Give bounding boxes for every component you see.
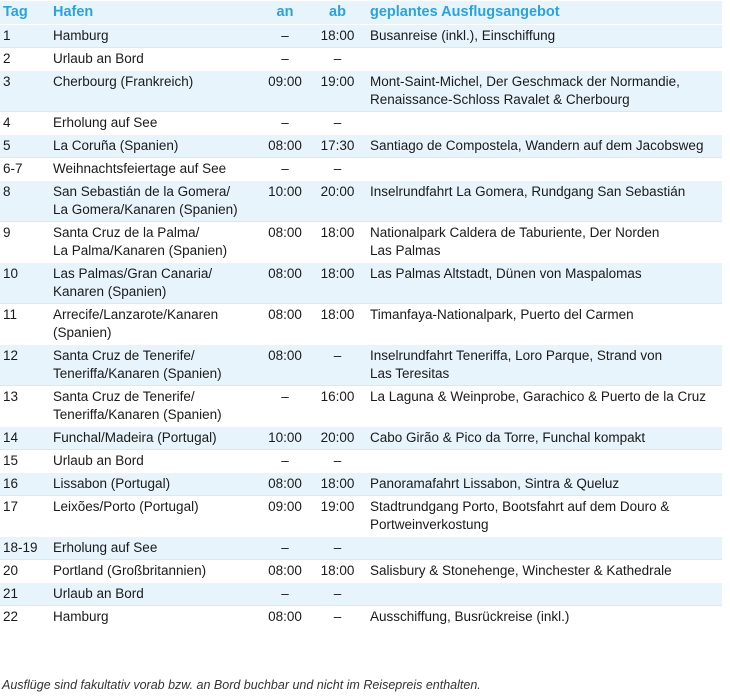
cell-line: San Sebastián de la Gomera/ (53, 184, 231, 199)
cell-line: Teneriffa/Kanaren (Spanien) (53, 366, 222, 381)
day-cell: 14 (0, 426, 48, 449)
arrival-cell: – (260, 582, 310, 605)
day-cell: 9 (0, 221, 48, 262)
arrival-cell: 08:00 (260, 221, 310, 262)
cell-line: Erholung auf See (53, 115, 158, 130)
cell-line: Renaissance-Schloss Ravalet & Cherbourg (370, 92, 630, 107)
excursion-cell (365, 221, 722, 262)
arrival-cell: 08:00 (260, 472, 310, 495)
day-cell: 17 (0, 495, 48, 536)
day-cell: 4 (0, 111, 48, 134)
port-cell (48, 157, 260, 180)
cell-line: Arrecife/Lanzarote/Kanaren (53, 307, 219, 322)
arrival-cell: 08:00 (260, 344, 310, 385)
arrival-cell: 10:00 (260, 426, 310, 449)
cell-line: Portland (Großbritannien) (53, 563, 207, 578)
departure-cell: 18:00 (310, 559, 365, 582)
departure-cell: – (310, 157, 365, 180)
excursion-cell (365, 70, 722, 111)
cell-line: Las Palmas Altstadt, Dünen von Maspalomas (370, 266, 642, 281)
header-tag: Tag (0, 0, 48, 24)
day-cell: 1 (0, 24, 48, 47)
excursion-cell (365, 449, 722, 472)
cell-line: Urlaub an Bord (53, 586, 144, 601)
cell-line: Salisbury & Stonehenge, Winchester & Kathedrale (370, 563, 672, 578)
header-hafen: Hafen (48, 0, 260, 24)
excursion-cell (365, 605, 722, 628)
day-cell: 20 (0, 559, 48, 582)
port-cell (48, 47, 260, 70)
departure-cell: 18:00 (310, 472, 365, 495)
excursion-cell (365, 157, 722, 180)
arrival-cell: 08:00 (260, 262, 310, 303)
port-cell (48, 344, 260, 385)
departure-cell: – (310, 605, 365, 628)
cell-line: Santa Cruz de la Palma/ (53, 225, 200, 240)
arrival-cell: – (260, 157, 310, 180)
day-cell: 11 (0, 303, 48, 344)
port-cell (48, 70, 260, 111)
departure-cell: 18:00 (310, 24, 365, 47)
day-cell: 10 (0, 262, 48, 303)
day-cell: 12 (0, 344, 48, 385)
day-cell: 22 (0, 605, 48, 628)
arrival-cell: – (260, 449, 310, 472)
excursion-cell (365, 47, 722, 70)
excursion-cell (365, 582, 722, 605)
cell-line: Hamburg (53, 28, 109, 43)
cell-line: Portweinverkostung (370, 517, 489, 532)
excursion-cell (365, 134, 722, 157)
excursion-cell (365, 24, 722, 47)
cell-line: Funchal/Madeira (Portugal) (53, 430, 217, 445)
cell-line: Inselrundfahrt La Gomera, Rundgang San Sebastián (370, 184, 686, 199)
arrival-cell: 09:00 (260, 495, 310, 536)
arrival-cell: – (260, 536, 310, 559)
excursion-cell (365, 472, 722, 495)
header-an: an (260, 0, 310, 24)
cell-line: Leixões/Porto (Portugal) (53, 499, 199, 514)
port-cell (48, 449, 260, 472)
port-cell (48, 262, 260, 303)
port-cell (48, 24, 260, 47)
day-cell: 21 (0, 582, 48, 605)
excursion-cell (365, 495, 722, 536)
arrival-cell: 08:00 (260, 605, 310, 628)
arrival-cell: – (260, 111, 310, 134)
cell-line: Inselrundfahrt Teneriffa, Loro Parque, Strand von (370, 348, 663, 363)
cell-line: La Palma/Kanaren (Spanien) (53, 243, 228, 258)
cell-line: Las Palmas/Gran Canaria/ (53, 266, 213, 281)
departure-cell: 19:00 (310, 495, 365, 536)
footnote: Ausflüge sind fakultativ vorab bzw. an Bord buchbar und nicht im Reisepreis enthalten. (2, 678, 481, 692)
port-cell (48, 495, 260, 536)
cell-line: Las Palmas (370, 243, 441, 258)
cell-line: Stadtrundgang Porto, Bootsfahrt auf dem Douro & (370, 499, 670, 514)
port-cell (48, 180, 260, 221)
cell-line: Urlaub an Bord (53, 51, 144, 66)
port-cell (48, 134, 260, 157)
day-cell: 8 (0, 180, 48, 221)
excursion-cell (365, 262, 722, 303)
cell-line: Erholung auf See (53, 540, 158, 555)
excursion-cell (365, 180, 722, 221)
cell-line: Cabo Girão & Pico da Torre, Funchal kompakt (370, 430, 646, 445)
departure-cell: – (310, 111, 365, 134)
cell-line: La Laguna & Weinprobe, Garachico & Puerto de la Cruz (370, 389, 706, 404)
cell-line: Hamburg (53, 609, 109, 624)
cell-line: Kanaren (Spanien) (53, 284, 167, 299)
arrival-cell: 08:00 (260, 134, 310, 157)
port-cell (48, 426, 260, 449)
header-ab: ab (310, 0, 365, 24)
cell-line: Teneriffa/Kanaren (Spanien) (53, 407, 222, 422)
departure-cell: 18:00 (310, 262, 365, 303)
cell-line: Panoramafahrt Lissabon, Sintra & Queluz (370, 476, 620, 491)
cell-line: Las Teresitas (370, 366, 450, 381)
cell-line: Weihnachtsfeiertage auf See (53, 161, 227, 176)
day-cell: 3 (0, 70, 48, 111)
cell-line: Santa Cruz de Tenerife/ (53, 348, 195, 363)
arrival-cell: – (260, 24, 310, 47)
cell-line: (Spanien) (53, 325, 112, 340)
arrival-cell: 09:00 (260, 70, 310, 111)
excursion-cell (365, 344, 722, 385)
excursion-cell (365, 303, 722, 344)
cell-line: Urlaub an Bord (53, 453, 144, 468)
excursion-cell (365, 559, 722, 582)
cell-line: La Coruña (Spanien) (53, 138, 179, 153)
cell-line: Timanfaya-Nationalpark, Puerto del Carmen (370, 307, 634, 322)
arrival-cell: 08:00 (260, 303, 310, 344)
departure-cell: 16:00 (310, 385, 365, 426)
day-cell: 18-19 (0, 536, 48, 559)
excursion-cell (365, 536, 722, 559)
excursion-cell (365, 385, 722, 426)
departure-cell: 20:00 (310, 426, 365, 449)
arrival-cell: 10:00 (260, 180, 310, 221)
day-cell: 13 (0, 385, 48, 426)
port-cell (48, 582, 260, 605)
departure-cell: – (310, 582, 365, 605)
cell-line: La Gomera/Kanaren (Spanien) (53, 202, 238, 217)
excursion-cell (365, 426, 722, 449)
cell-line: Lissabon (Portugal) (53, 476, 171, 491)
port-cell (48, 536, 260, 559)
header-angebot: geplantes Ausflugsangebot (365, 0, 722, 24)
arrival-cell: 08:00 (260, 559, 310, 582)
port-cell (48, 385, 260, 426)
departure-cell: – (310, 47, 365, 70)
excursion-cell (365, 111, 722, 134)
cell-line: Cherbourg (Frankreich) (53, 74, 194, 89)
day-cell: 15 (0, 449, 48, 472)
day-cell: 5 (0, 134, 48, 157)
departure-cell: 18:00 (310, 303, 365, 344)
departure-cell: 17:30 (310, 134, 365, 157)
cell-line: Nationalpark Caldera de Taburiente, Der Norden (370, 225, 660, 240)
departure-cell: 19:00 (310, 70, 365, 111)
departure-cell: 18:00 (310, 221, 365, 262)
day-cell: 6-7 (0, 157, 48, 180)
departure-cell: 20:00 (310, 180, 365, 221)
port-cell (48, 559, 260, 582)
departure-cell: – (310, 536, 365, 559)
port-cell (48, 221, 260, 262)
arrival-cell: – (260, 385, 310, 426)
cell-line: Santiago de Compostela, Wandern auf dem Jacobsweg (370, 138, 704, 153)
port-cell (48, 472, 260, 495)
port-cell (48, 605, 260, 628)
day-cell: 2 (0, 47, 48, 70)
day-cell: 16 (0, 472, 48, 495)
cell-line: Ausschiffung, Busrückreise (inkl.) (370, 609, 570, 624)
departure-cell: – (310, 449, 365, 472)
cell-line: Busanreise (inkl.), Einschiffung (370, 28, 556, 43)
cell-line: Santa Cruz de Tenerife/ (53, 389, 195, 404)
departure-cell: – (310, 344, 365, 385)
cell-line: Mont-Saint-Michel, Der Geschmack der Normandie, (370, 74, 680, 89)
arrival-cell: – (260, 47, 310, 70)
port-cell (48, 111, 260, 134)
port-cell (48, 303, 260, 344)
